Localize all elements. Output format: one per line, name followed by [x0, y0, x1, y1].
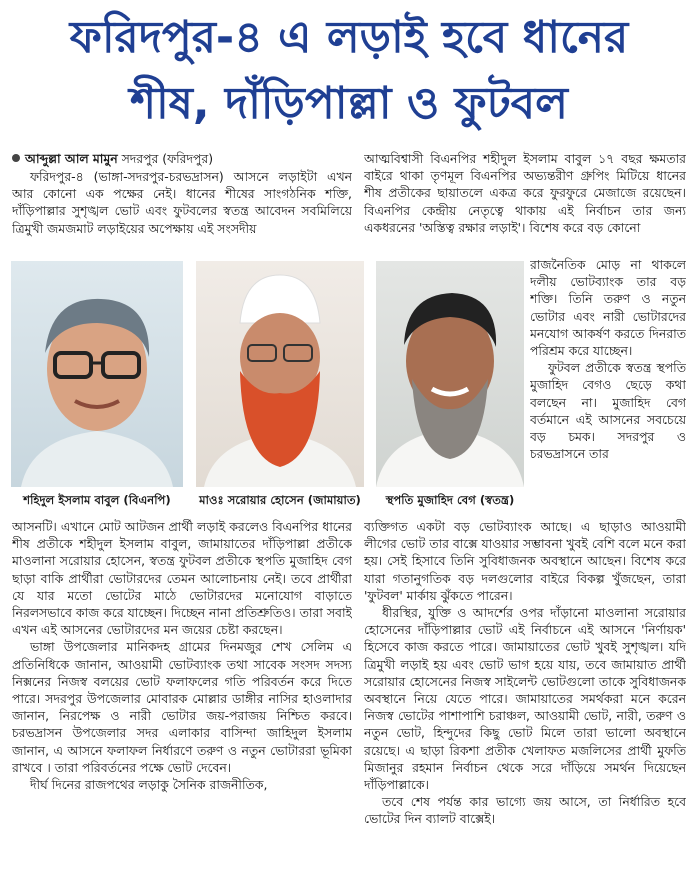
intro-right-paragraph: আত্মবিশ্বাসী বিএনপির শহীদুল ইসলাম বাবুল ১৭ বছর ক্ষমতার বাইরে থাকা তৃণমূল বিএনপির অভ্যন্তরীণ গ্রুপিং মিটিয়ে ধানের শীষ প্রতীকের ছায়াতলে একত্র করে ফুরফুরে মেজাজে রয়েছেন। বিএনপির কেন্দ্রীয় নেতৃত্বে থাকায় এই নির্বাচন তার জন্য একধরনের 'অস্তিত্ব রক্ষার লড়াই'। বিশেষ করে বড় কোনো — [364, 151, 686, 235]
intro-right-column — [364, 150, 686, 256]
lower-right-paragraph-3: তবে শেষ পর্যন্ত কার ভাগ্যে জয় আসে, তা নির্ধারিত হবে ভোটের দিন ব্যালট বাক্সেই। — [364, 794, 686, 827]
side-column — [530, 256, 686, 518]
lower-left-paragraph-3: দীর্ঘ দিনের রাজপথের লড়াকু সৈনিক রাজনীতিক, — [30, 777, 268, 793]
lower-left-column — [12, 518, 352, 864]
byline — [12, 150, 352, 167]
photo-mujahid-beg — [376, 261, 524, 487]
photo-shahidul-islam-babul — [11, 261, 183, 487]
photo-sarwar-hossain — [196, 261, 364, 487]
side-paragraph-1: রাজনৈতিক মোড় না থাকলে দলীয় ভোটব্যাংক তার বড় শক্তি। তিনি তরুণ ও নতুন ভোটার এবং নারী ভোটারদের মনযোগ আকর্ষণ করতে দিনরাত পরিশ্রম করে যাচ্ছেন। — [530, 257, 686, 359]
intro-left-paragraph: ফরিদপুর-৪ (ভাঙ্গা-সদরপুর-চরভদ্রাসন) আসনে লড়াইটা এখন আর কোনো এক পক্ষের নেই। ধানের শীষের সাংগঠনিক শক্তি, দাঁড়িপাল্লার সুশৃঙ্খল ভোট এবং ফুটবলের স্বতন্ত্র আবেদন সবমিলিয়ে ত্রিমুখী জমজমাট লড়াইয়ের অপেক্ষায় এই সংসদীয় — [12, 169, 352, 236]
portrait-2-illustration — [196, 261, 364, 487]
caption-1: শহিদুল ইসলাম বাবুল (বিএনপি) — [23, 493, 171, 507]
caption-2: মাওঃ সরোয়ার হোসেন (জামায়াত) — [199, 493, 361, 507]
lower-right-paragraph-2: ধীরস্থির, যুক্তি ও আদর্শের ওপর দাঁড়ানো মাওলানা সরোয়ার হোসেনের দাঁড়িপাল্লার ভোট এই নির্বাচনে এই আসনে 'নির্ণায়ক' হিসেবে কাজ করতে পারে। জামায়াতের ভোট খুবই সুশৃঙ্খল। যদি ত্রিমুখী লড়াই হয় এবং ভোট ভাগ হয়ে যায়, তবে জামায়াত প্রার্থী সরোয়ার হোসেনের নিজস্ব সাইলেন্ট ভোটগুলো তাকে সুবিধাজনক অবস্থানে নিয়ে যেতে পারে। জামায়াতের সমর্থকরা মনে করেন নিজস্ব ভোটের পাশাপাশি চরাঞ্চল, আওয়ামী ভোট, নারী, তরুণ ও নতুন ভোট, হিন্দুদের কিছু ভোট মিলে তারা ভালো অবস্থানে রয়েছে। এ ছাড়া রিকশা প্রতীক খেলাফত মজলিসের প্রার্থী মুফতি মিজানুর রহমান নির্বাচন থেকে সরে দাঁড়িয়ে সমর্থন দিয়েছেন দাঁড়িপাল্লাকে। — [364, 605, 686, 793]
lower-left-paragraph-1: আসনটি। এখানে মোট আটজন প্রার্থী লড়াই করলেও বিএনপির ধানের শীষ প্রতীকে শহীদুল ইসলাম বাবুল, জামায়াতের দাঁড়িপাল্লা প্রতীকে মাওলানা সরোয়ার হোসেন, স্বতন্ত্র ফুটবল প্রতীকে স্থপতি মুজাহিদ বেগ ছাড়া বাকি প্রার্থীরা ভোটারদের তেমন আলোচনায় নেই। তবে প্রার্থীরা যে যার মতো ভোটের মাঠে ভোটারদের মনোযোগ বাড়াতে নিরলসভাবে কাজ করে যাচ্ছেন। দিচ্ছেন নানা প্রতিশ্রুতিও। তারা সবাই এখন এই আসনের ভোটারদের মন জয়ের চেষ্টা করছেন। — [12, 519, 352, 638]
headline-line-1: ফরিদপুর-৪ এ লড়াই হবে ধানের — [69, 12, 629, 63]
bullet-icon — [12, 154, 20, 162]
intro-left-column — [12, 168, 352, 256]
byline-location: সদরপুর (ফরিদপুর) — [121, 151, 214, 166]
lower-left-paragraph-2: ভাঙ্গা উপজেলার মানিকদহ গ্রামের দিনমজুর শেখ সেলিম এ প্রতিনিধিকে জানান, আওয়ামী ভোটব্যাংক তথা সাবেক সংসদ সদস্য নিক্সনের নিজস্ব বলয়ের ভোট ফলাফলের গতি পরিবর্তন করে দিতে পারে। সদরপুর উপজেলার মোবারক মোল্লার ডাঙ্গীর নাসির হাওলাদার জানান, নিরপেক্ষ ও নারী ভোটার জয়-পরাজয় নিশ্চিত করবে। চরভদ্রাসন উপজেলার সদর এলাকার বাসিন্দা জাহিদুল ইসলাম জানান, এ আসনে ফলাফল নির্ধারণে তরুণ ও নতুন ভোটাররা ভূমিকা রাখবে । তারা পরিবর্তনের পক্ষে ভোট দেবেন। — [12, 639, 352, 775]
portrait-1-illustration — [11, 261, 183, 487]
portrait-3-illustration — [376, 261, 524, 487]
byline-author: আব্দুল্লা আল মামুন — [25, 151, 118, 166]
side-paragraph-2: ফুটবল প্রতীকে স্বতন্ত্র স্থপতি মুজাহিদ বেগও ছেড়ে কথা বলছেন না। মুজাহিদ বেগ বর্তমানে এই আসনের সবচেয়ে বড় চমক। সদরপুর ও চরভদ্রাসনে তার — [530, 360, 686, 462]
caption-3: স্থপতি মুজাহিদ বেগ (স্বতন্ত্র) — [385, 493, 515, 507]
lower-right-paragraph-1: ব্যক্তিগত একটা বড় ভোটব্যাংক আছে। এ ছাড়াও আওয়ামী লীগের ভোট তার বাক্সে যাওয়ার সম্ভাবনা খুবই বেশি বলে মনে করা হয়। সেই হিসাবে তিনি সুবিধাজনক অবস্থানে আছেন। বিশেষ করে যারা গতানুগতিক বড় দলগুলোর বাইরে বিকল্প খুঁজছেন, তারা 'ফুটবল' মার্কায় ঝুঁকতে পারেন। — [364, 519, 686, 603]
lower-right-column — [364, 518, 686, 864]
headline-line-2: শীষ, দাঁড়িপাল্লা ও ফুটবল — [130, 78, 568, 129]
